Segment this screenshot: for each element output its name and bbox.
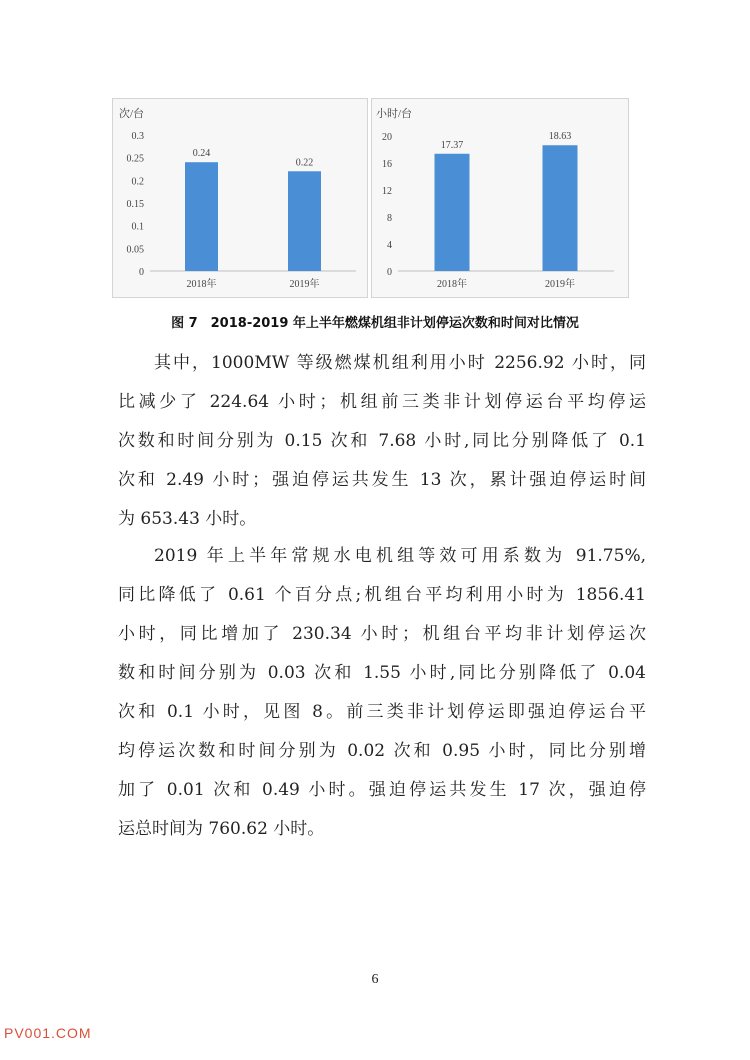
figure-caption: 图 7 2018-2019 年上半年燃煤机组非计划停运次数和时间对比情况	[171, 316, 579, 331]
y-tick-label: 0	[387, 267, 392, 278]
text-line: 2019 年上半年常规水电机组等效可用系数为 91.75%,	[154, 546, 646, 566]
bar-value-label: 18.63	[548, 131, 572, 143]
y-tick-label: 4	[387, 240, 392, 251]
y-tick-label: 0	[139, 267, 144, 278]
bar	[288, 171, 321, 271]
bar-value-label: 17.37	[440, 139, 464, 151]
paragraph-hydro	[118, 537, 646, 849]
watermark: PV001.COM	[4, 1025, 92, 1041]
bar	[185, 162, 218, 271]
bar	[543, 145, 578, 271]
bar	[435, 154, 470, 271]
y-axis-label: 小时/台	[376, 108, 413, 120]
x-tick-label: 2019年	[545, 279, 575, 290]
bar-value-label: 0.24	[192, 148, 211, 160]
y-tick-label: 16	[382, 159, 392, 170]
text-line: 次和 0.1 小时，见图 8。前三类非计划停运即强迫停运台平	[118, 702, 646, 722]
page-number: 6	[371, 972, 379, 987]
y-tick-label: 12	[382, 186, 392, 197]
y-tick-label: 0.3	[131, 131, 144, 142]
bar-value-label: 0.22	[295, 157, 314, 169]
chart-outage-hours-svg	[372, 99, 628, 297]
x-tick-label: 2018年	[437, 279, 467, 290]
text-line: 加了 0.01 次和 0.49 小时。强迫停运共发生 17 次，强迫停	[118, 780, 646, 800]
text-line: 为 653.43 小时。	[118, 509, 257, 529]
text-line: 均停运次数和时间分别为 0.02 次和 0.95 小时，同比分别增	[118, 741, 646, 761]
text-line: 次和 2.49 小时；强迫停运共发生 13 次，累计强迫停运时间	[118, 470, 646, 490]
chart-outage-count	[112, 98, 368, 298]
y-axis-label: 次/台	[119, 108, 145, 120]
text-line: 小时，同比增加了 230.34 小时；机组台平均非计划停运次	[118, 624, 646, 644]
y-tick-label: 8	[387, 213, 392, 224]
text-line: 比减少了 224.64 小时；机组前三类非计划停运台平均停运	[118, 392, 646, 412]
text-line: 次数和时间分别为 0.15 次和 7.68 小时,同比分别降低了 0.1	[118, 431, 646, 451]
y-tick-label: 0.1	[131, 221, 144, 233]
x-tick-label: 2019年	[289, 279, 320, 290]
text-line: 数和时间分别为 0.03 次和 1.55 小时,同比分别降低了 0.04	[118, 663, 646, 683]
y-tick-label: 0.2	[131, 176, 144, 188]
y-tick-label: 0.15	[126, 199, 144, 210]
y-tick-label: 0.25	[126, 153, 144, 165]
y-tick-label: 0.05	[126, 244, 144, 256]
x-tick-label: 2018年	[186, 279, 217, 290]
y-tick-label: 20	[382, 132, 392, 143]
text-line: 运总时间为 760.62 小时。	[118, 819, 325, 839]
text-line: 同比降低了 0.61 个百分点;机组台平均利用小时为 1856.41	[118, 585, 646, 605]
text-line: 其中，1000MW 等级燃煤机组利用小时 2256.92 小时，同	[154, 353, 646, 373]
paragraph-1000mw	[118, 344, 646, 539]
chart-outage-count-svg	[113, 99, 367, 297]
chart-outage-hours	[371, 98, 629, 298]
